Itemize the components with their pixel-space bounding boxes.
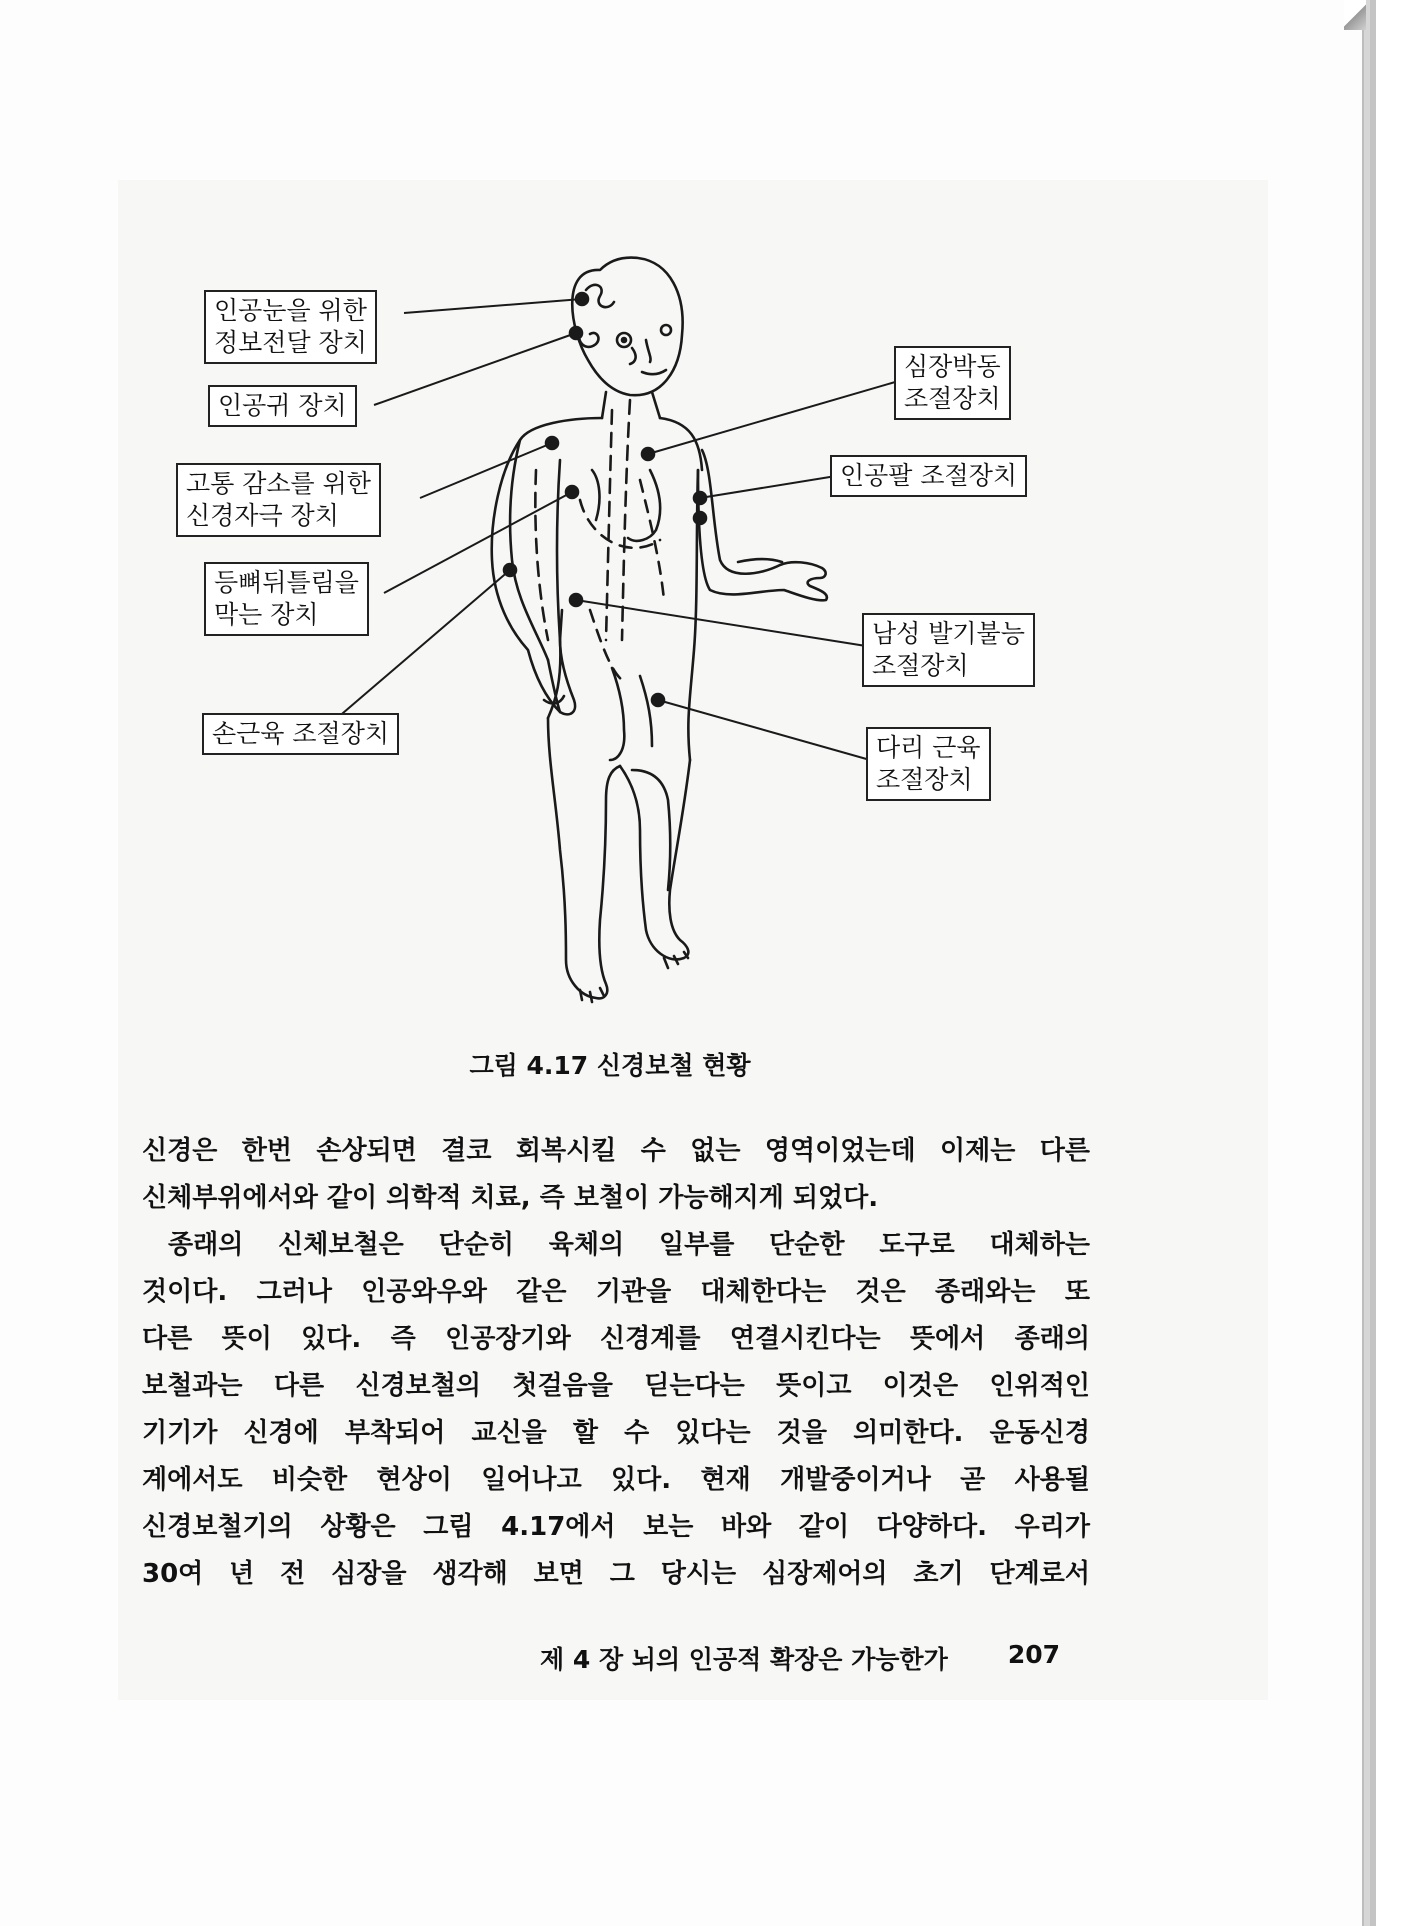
label-spine-device	[204, 562, 369, 636]
label-erection-device	[862, 613, 1035, 687]
label-ear-device	[208, 385, 357, 427]
label-spine-line2: 막는 장치	[214, 600, 319, 629]
body-line: 신체부위에서와 같이 의학적 치료, 즉 보철이 가능해지게 되었다.	[142, 1183, 879, 1213]
body-line: 종래의 신체보철은 단순히 육체의 일부를 단순한 도구로 대체하는	[168, 1230, 1090, 1260]
label-heart-line1: 심장박동	[904, 352, 1001, 381]
page-footer	[540, 1640, 1060, 1676]
body-line: 다른 뜻이 있다. 즉 인공장기와 신경계를 연결시킨다는 뜻에서 종래의	[142, 1324, 1090, 1354]
head-outline	[572, 258, 682, 396]
body-line: 것이다. 그러나 인공와우와 같은 기관을 대체한다는 것은 종래와는 또	[142, 1277, 1090, 1307]
label-erection-line1: 남성 발기불능	[872, 619, 1025, 648]
right-arm	[698, 450, 827, 600]
label-leg-device	[866, 727, 991, 801]
label-pain-device	[176, 463, 381, 537]
page-number: 207	[1007, 1640, 1060, 1669]
label-heart-device	[894, 346, 1011, 420]
label-eye-line2: 정보전달 장치	[214, 328, 367, 357]
label-arm-text: 인공팔 조절장치	[840, 461, 1017, 490]
label-leg-line1: 다리 근육	[876, 733, 981, 762]
label-eye-device	[204, 290, 377, 364]
body-line: 신경보철기의 상황은 그림 4.17에서 보는 바와 같이 다양하다. 우리가	[142, 1512, 1090, 1542]
chapter-title: 제 4 장 뇌의 인공적 확장은 가능한가	[540, 1645, 948, 1674]
label-ear-text: 인공귀 장치	[218, 391, 347, 420]
label-spine-line1: 등뼈뒤틀림을	[214, 568, 359, 597]
body-line: 계에서도 비슷한 현상이 일어나고 있다. 현재 개발중이거나 곧 사용될	[142, 1465, 1090, 1495]
body-line: 신경은 한번 손상되면 결코 회복시킬 수 없는 영역이었는데 이제는 다른	[142, 1136, 1090, 1166]
label-hand-device	[202, 713, 399, 755]
label-pain-line2: 신경자극 장치	[186, 501, 339, 530]
body-line: 보철과는 다른 신경보철의 첫걸음을 딛는다는 뜻이고 이것은 인위적인	[142, 1371, 1090, 1401]
label-pain-line1: 고통 감소를 위한	[186, 469, 371, 498]
body-line: 기기가 신경에 부착되어 교신을 할 수 있다는 것을 의미한다. 운동신경	[142, 1418, 1090, 1448]
label-hand-text: 손근육 조절장치	[212, 719, 389, 748]
body-line: 30여 년 전 심장을 생각해 보면 그 당시는 심장제어의 초기 단계로서	[142, 1559, 1090, 1589]
label-eye-line1: 인공눈을 위한	[214, 296, 367, 325]
figure-caption: 그림 4.17 신경보철 현황	[469, 1051, 751, 1080]
body-text	[142, 1128, 1090, 1598]
label-erection-line2: 조절장치	[872, 651, 969, 680]
label-leg-line2: 조절장치	[876, 765, 973, 794]
label-heart-line2: 조절장치	[904, 384, 1001, 413]
label-arm-device	[830, 455, 1027, 497]
